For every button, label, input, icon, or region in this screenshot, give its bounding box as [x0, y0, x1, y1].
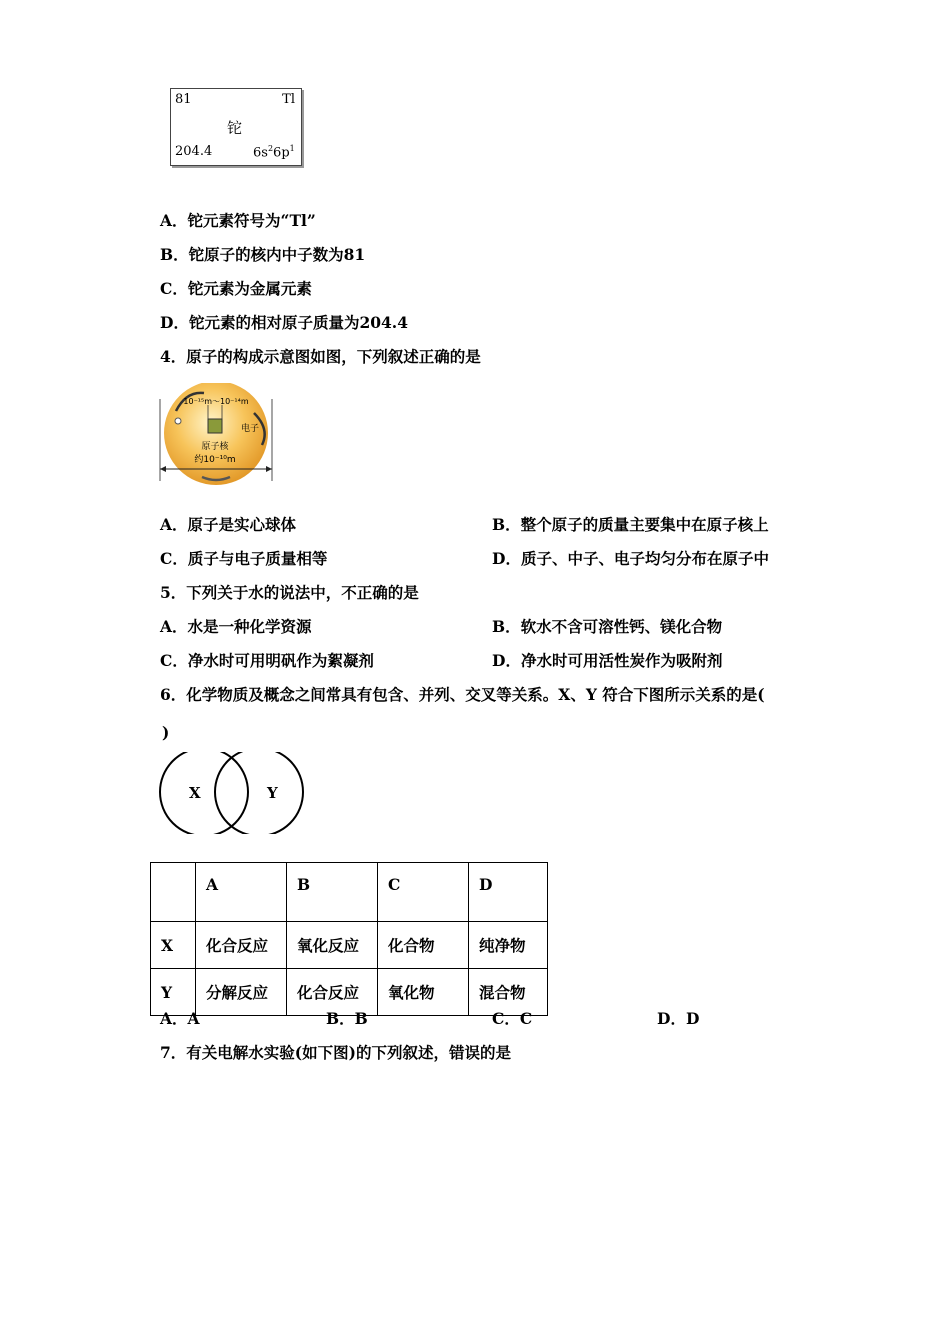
q6-table [150, 862, 548, 1016]
nucleus-label: 原子核 [201, 442, 229, 452]
atomic-number: 81 [175, 92, 192, 107]
table-cell: 分解反应 [196, 969, 287, 1016]
q3-option-c: C．铊元素为金属元素 [160, 279, 312, 298]
q4-option-c: C．质子与电子质量相等 [160, 549, 328, 568]
atomic-mass: 204.4 [175, 144, 213, 159]
q3-option-d: D．铊元素的相对原子质量为204.4 [160, 313, 408, 332]
q6-stem: 6．化学物质及概念之间常具有包含、并列、交叉等关系。X、Y 符合下图所示关系的是( [160, 685, 765, 704]
venn-diagram [156, 752, 308, 834]
table-cell [151, 863, 196, 922]
atom-structure-figure [158, 383, 276, 487]
venn-circle-x [160, 752, 248, 834]
atom-size-label: 约10⁻¹⁰m [194, 455, 236, 465]
table-cell: B [287, 863, 378, 922]
table-cell: 化合反应 [287, 969, 378, 1016]
q5-option-a: A．水是一种化学资源 [160, 617, 312, 636]
table-cell: D [469, 863, 548, 922]
table-row [151, 922, 548, 969]
q5-option-d: D．净水时可用活性炭作为吸附剂 [492, 651, 723, 670]
q3-option-a: A．铊元素符号为“Tl” [160, 211, 316, 230]
table-cell: Y [151, 969, 196, 1016]
nucleus-icon [208, 419, 222, 433]
electron-label: 电子 [241, 424, 260, 434]
q4-stem: 4．原子的构成示意图如图，下列叙述正确的是 [160, 347, 481, 366]
table-cell: 混合物 [469, 969, 548, 1016]
table-cell: 化合反应 [196, 922, 287, 969]
q4-option-d: D．质子、中子、电子均匀分布在原子中 [492, 549, 769, 568]
electron-dot [175, 418, 181, 424]
q3-option-b: B．铊原子的核内中子数为81 [160, 245, 366, 264]
electron-config: $6s^26p^1$ [253, 144, 295, 161]
nucleus-size-label: 10⁻¹⁵m～10⁻¹⁴m [183, 397, 249, 406]
q6-option-d: D．D [657, 1009, 700, 1028]
q6-option-c: C．C [492, 1009, 533, 1028]
q6-stem-close: ) [162, 723, 170, 742]
q5-option-c: C．净水时可用明矾作为絮凝剂 [160, 651, 374, 670]
venn-circle-y [215, 752, 303, 834]
element-name: 铊 [227, 119, 243, 137]
q7-stem: 7．有关电解水实验(如下图)的下列叙述，错误的是 [160, 1043, 511, 1062]
q4-option-b: B．整个原子的质量主要集中在原子核上 [492, 515, 769, 534]
q6-option-a: A．A [160, 1009, 200, 1028]
element-symbol: Tl [282, 92, 295, 107]
table-header-row [151, 863, 548, 922]
table-cell: 氧化反应 [287, 922, 378, 969]
q4-option-a: A．原子是实心球体 [160, 515, 297, 534]
table-cell: A [196, 863, 287, 922]
q5-option-b: B．软水不含可溶性钙、镁化合物 [492, 617, 723, 636]
q5-stem: 5．下列关于水的说法中，不正确的是 [160, 583, 419, 602]
table-cell: X [151, 922, 196, 969]
element-card [170, 88, 302, 166]
venn-label-x: X [189, 784, 201, 802]
table-cell: 氧化物 [378, 969, 469, 1016]
venn-label-y: Y [267, 784, 278, 802]
table-cell: C [378, 863, 469, 922]
table-cell: 纯净物 [469, 922, 548, 969]
table-cell: 化合物 [378, 922, 469, 969]
q6-option-b: B．B [326, 1009, 368, 1028]
